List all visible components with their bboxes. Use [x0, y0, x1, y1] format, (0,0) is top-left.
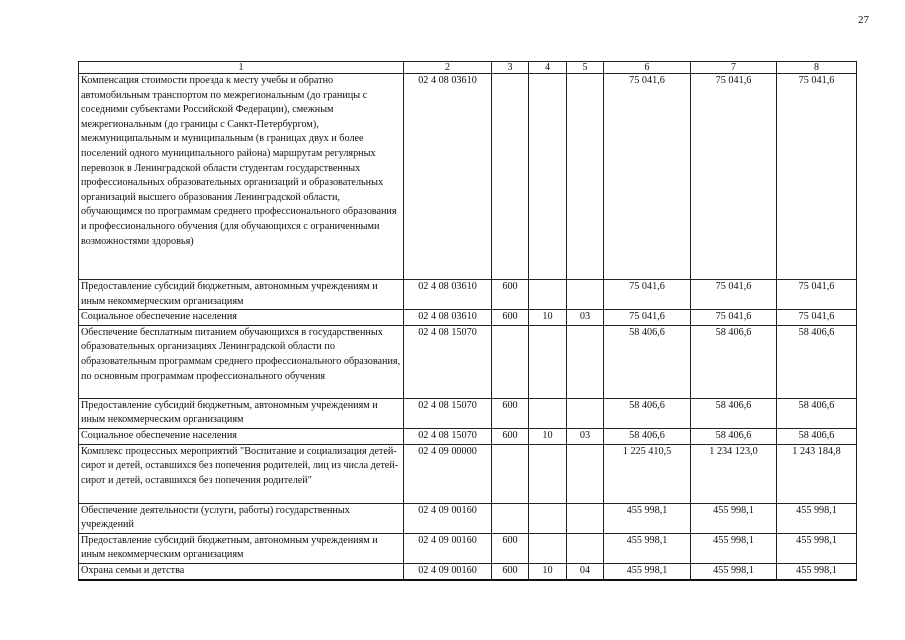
- row-name: Социальное обеспечение населения: [79, 310, 404, 326]
- table-row: [79, 310, 857, 326]
- row-value-8: 58 406,6: [777, 325, 857, 398]
- row-code: 02 4 08 15070: [404, 398, 492, 428]
- row-col3: [492, 503, 529, 533]
- row-value-7: 75 041,6: [691, 310, 777, 326]
- row-col5: 03: [567, 428, 604, 444]
- row-col3: 600: [492, 428, 529, 444]
- table-row: [79, 444, 857, 503]
- row-name: Комплекс процессных мероприятий "Воспитание и социализация детей-сирот и детей, оставшихся без попечения родителей, лиц из числа детей-сирот и детей, оставшихся без попечения родителей": [79, 444, 404, 503]
- row-col3: 600: [492, 280, 529, 310]
- row-col4: [529, 325, 567, 398]
- row-value-6: 455 998,1: [604, 503, 691, 533]
- row-value-8: 455 998,1: [777, 503, 857, 533]
- row-value-6: 58 406,6: [604, 325, 691, 398]
- row-value-8: 455 998,1: [777, 533, 857, 563]
- row-col3: [492, 325, 529, 398]
- row-code: 02 4 08 15070: [404, 428, 492, 444]
- row-code: 02 4 08 03610: [404, 74, 492, 280]
- row-col3: [492, 444, 529, 503]
- row-code: 02 4 08 15070: [404, 325, 492, 398]
- row-name: Предоставление субсидий бюджетным, автономным учреждениям и иным некоммерческим организациям: [79, 398, 404, 428]
- row-col5: [567, 503, 604, 533]
- row-value-8: 58 406,6: [777, 398, 857, 428]
- table-row: [79, 398, 857, 428]
- table-header-row: [79, 62, 857, 74]
- row-col4: [529, 280, 567, 310]
- row-col3: 600: [492, 533, 529, 563]
- row-code: 02 4 08 03610: [404, 310, 492, 326]
- row-value-8: 75 041,6: [777, 74, 857, 280]
- row-value-7: 58 406,6: [691, 325, 777, 398]
- row-value-6: 58 406,6: [604, 398, 691, 428]
- budget-table: [78, 61, 857, 581]
- row-name: Предоставление субсидий бюджетным, автономным учреждениям и иным некоммерческим организациям: [79, 533, 404, 563]
- header-cell: 5: [567, 62, 604, 74]
- row-value-6: 58 406,6: [604, 428, 691, 444]
- row-name: Охрана семьи и детства: [79, 563, 404, 579]
- row-value-6: 455 998,1: [604, 533, 691, 563]
- row-col4: [529, 533, 567, 563]
- row-col3: 600: [492, 563, 529, 579]
- table-row: [79, 533, 857, 563]
- row-col5: [567, 533, 604, 563]
- header-cell: 8: [777, 62, 857, 74]
- row-value-8: 1 243 184,8: [777, 444, 857, 503]
- row-name: Предоставление субсидий бюджетным, автономным учреждениям и иным некоммерческим организациям: [79, 280, 404, 310]
- header-cell: 3: [492, 62, 529, 74]
- row-value-7: 75 041,6: [691, 280, 777, 310]
- row-value-8: 58 406,6: [777, 428, 857, 444]
- row-value-8: 455 998,1: [777, 563, 857, 579]
- row-code: 02 4 08 03610: [404, 280, 492, 310]
- row-value-6: 75 041,6: [604, 310, 691, 326]
- row-col5: [567, 74, 604, 280]
- table-row: [79, 280, 857, 310]
- row-value-6: 75 041,6: [604, 280, 691, 310]
- row-col4: [529, 398, 567, 428]
- row-code: 02 4 09 00160: [404, 563, 492, 579]
- row-value-7: 455 998,1: [691, 503, 777, 533]
- row-col4: 10: [529, 310, 567, 326]
- row-name: Социальное обеспечение населения: [79, 428, 404, 444]
- row-name: Обеспечение деятельности (услуги, работы) государственных учреждений: [79, 503, 404, 533]
- row-col5: [567, 444, 604, 503]
- row-col5: 03: [567, 310, 604, 326]
- header-cell: 4: [529, 62, 567, 74]
- row-value-6: 455 998,1: [604, 563, 691, 579]
- row-value-8: 75 041,6: [777, 280, 857, 310]
- row-col3: [492, 74, 529, 280]
- table-row: [79, 325, 857, 398]
- row-col4: [529, 503, 567, 533]
- row-value-7: 75 041,6: [691, 74, 777, 280]
- row-value-7: 58 406,6: [691, 398, 777, 428]
- row-code: 02 4 09 00160: [404, 533, 492, 563]
- row-name: Обеспечение бесплатным питанием обучающихся в государственных образовательных организациях Ленинградской области по образовательным программам среднего профессионального образования, по основным программам профессионального обучения: [79, 325, 404, 398]
- header-cell: 7: [691, 62, 777, 74]
- row-value-6: 1 225 410,5: [604, 444, 691, 503]
- row-value-7: 455 998,1: [691, 563, 777, 579]
- row-name: Компенсация стоимости проезда к месту учебы и обратно автомобильным транспортом по межрегиональным (до границы с соседними субъектами Российской Федерации), смежным межрегиональным (до границы с Санкт-Петербургом), межмуниципальным и муниципальным (в границах двух и более поселений одного муниципального района) маршрутам регулярных перевозок в Ленинградской области студентам государственных профессиональных образовательных организаций и образовательных организаций высшего образования Ленинградской области, обучающимся по программам среднего профессионального образования и профессионального обучения (для обучающихся с ограниченными возможностями здоровья): [79, 74, 404, 280]
- row-col3: 600: [492, 398, 529, 428]
- row-col5: [567, 280, 604, 310]
- row-value-8: 75 041,6: [777, 310, 857, 326]
- row-value-6: 75 041,6: [604, 74, 691, 280]
- row-col4: 10: [529, 428, 567, 444]
- row-value-7: 1 234 123,0: [691, 444, 777, 503]
- header-cell: 1: [79, 62, 404, 74]
- header-cell: 6: [604, 62, 691, 74]
- table-row: [79, 428, 857, 444]
- row-col3: 600: [492, 310, 529, 326]
- row-col5: [567, 398, 604, 428]
- table-row: [79, 563, 857, 579]
- row-col4: [529, 74, 567, 280]
- row-code: 02 4 09 00000: [404, 444, 492, 503]
- table-row: [79, 503, 857, 533]
- row-value-7: 455 998,1: [691, 533, 777, 563]
- table-row: [79, 74, 857, 280]
- header-cell: 2: [404, 62, 492, 74]
- row-value-7: 58 406,6: [691, 428, 777, 444]
- row-code: 02 4 09 00160: [404, 503, 492, 533]
- row-col5: [567, 325, 604, 398]
- row-col4: [529, 444, 567, 503]
- row-col4: 10: [529, 563, 567, 579]
- page-number: 27: [858, 14, 869, 26]
- row-col5: 04: [567, 563, 604, 579]
